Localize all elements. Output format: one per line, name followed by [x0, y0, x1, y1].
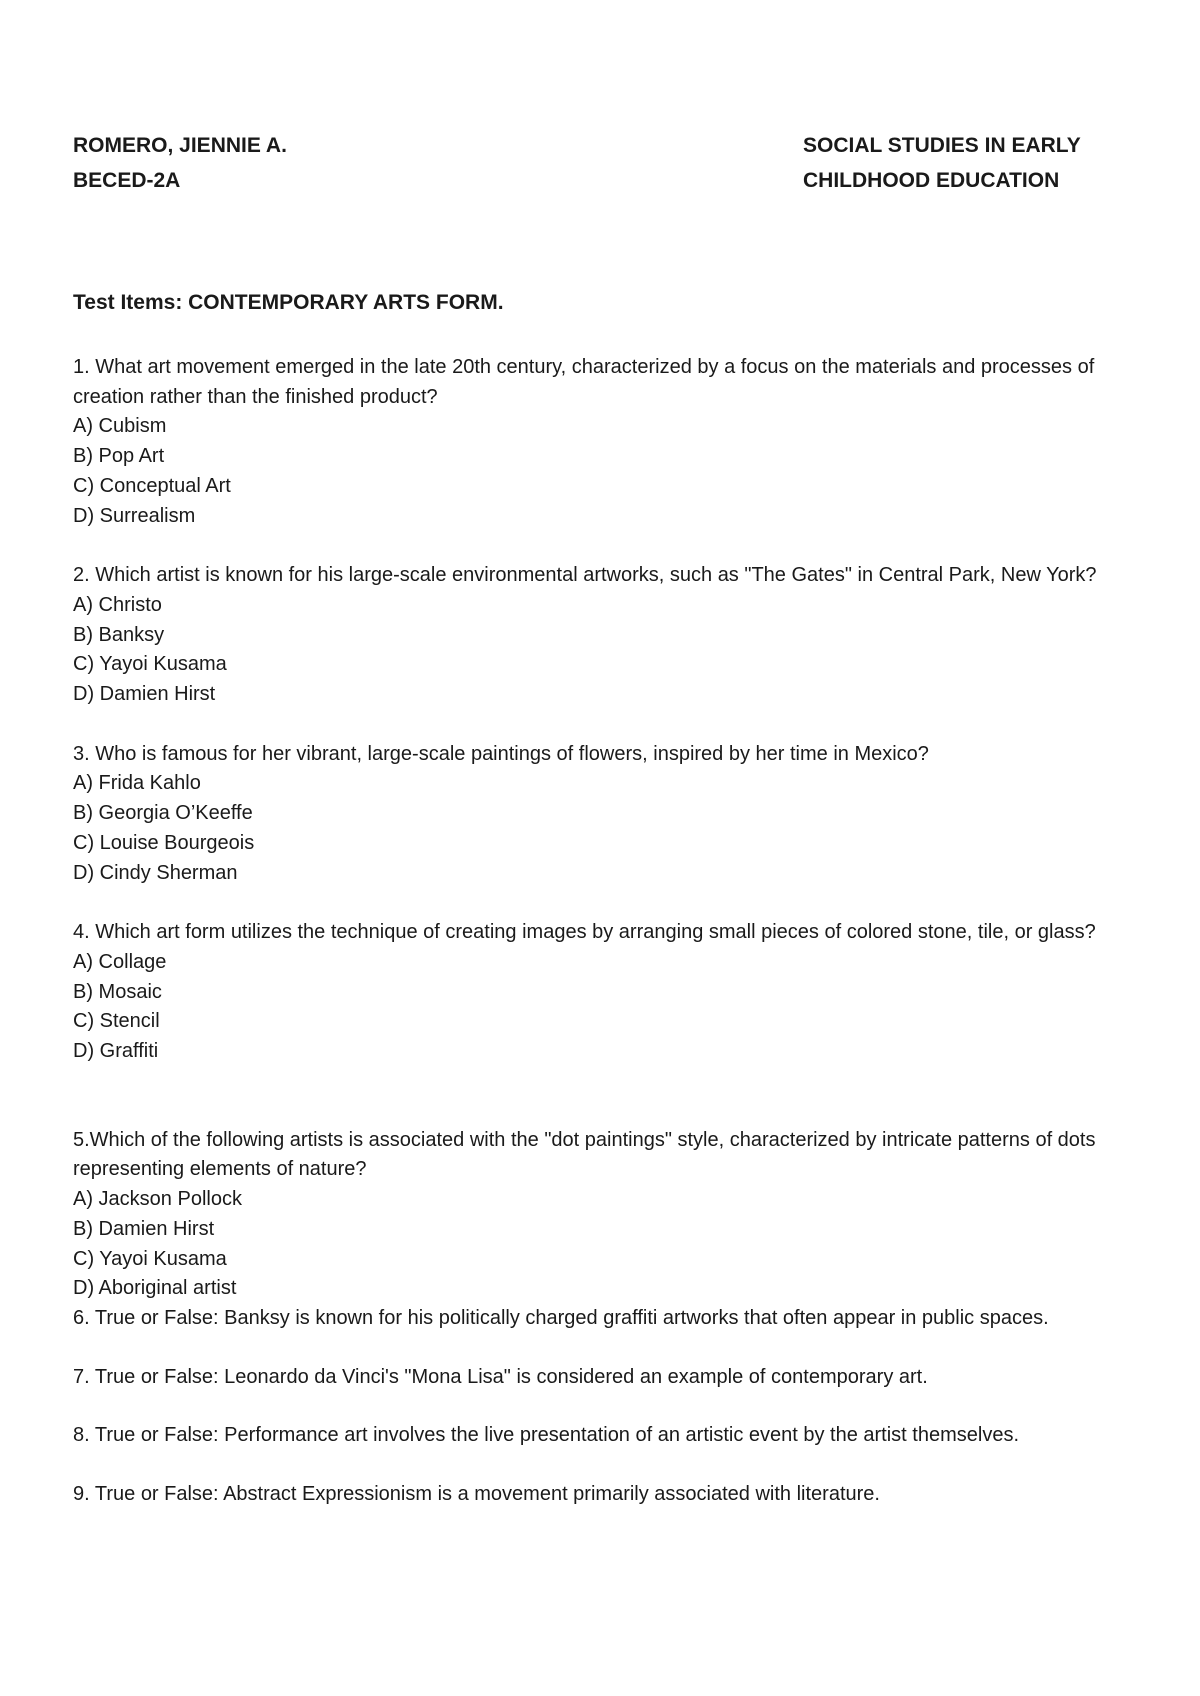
option-b: B) Damien Hirst: [73, 1217, 215, 1240]
option-c: C) Conceptual Art: [73, 474, 231, 497]
option-a: A) Christo: [73, 593, 162, 616]
student-name: ROMERO, JIENNIE A.: [73, 134, 287, 157]
test-title: Test Items: CONTEMPORARY ARTS FORM.: [73, 291, 504, 314]
student-section: BECED-2A: [73, 169, 181, 192]
spacer: [73, 710, 1133, 740]
option-d: D) Damien Hirst: [73, 683, 216, 706]
test-body: [73, 353, 1133, 1510]
option-d: D) Surrealism: [73, 504, 196, 527]
course-title-line-2: CHILDHOOD EDUCATION: [803, 169, 1060, 192]
option-d: D) Graffiti: [73, 1040, 159, 1063]
option-c: C) Louise Bourgeois: [73, 831, 255, 854]
option-a: A) Frida Kahlo: [73, 772, 201, 795]
option-c: C) Stencil: [73, 1010, 160, 1033]
option-a: A) Cubism: [73, 415, 167, 438]
student-info: [73, 128, 287, 198]
spacer: [73, 1334, 1133, 1363]
spacer: [73, 888, 1133, 918]
spacer: [73, 531, 1133, 561]
option-b: B) Georgia O’Keeffe: [73, 802, 253, 825]
question-text: 4. Which art form utilizes the technique of creating images by arranging small pieces of colored stone, tile, or glass?: [73, 921, 1096, 944]
spacer: [73, 1067, 1133, 1126]
question-text: 5.Which of the following artists is associated with the "dot paintings" style, characterized by intricate patterns of dots representing elements of nature?: [73, 1128, 1096, 1181]
option-d: D) Aboriginal artist: [73, 1277, 237, 1300]
question-text: 1. What art movement emerged in the late 20th century, characterized by a focus on the materials and processes of creation rather than the finished product?: [73, 356, 1095, 408]
spacer: [73, 1392, 1133, 1421]
question-text: 3. Who is famous for her vibrant, large-scale paintings of flowers, inspired by her time in Mexico?: [73, 742, 929, 765]
spacer: [73, 1451, 1133, 1480]
true-false-7: 7. True or False: Leonardo da Vinci's "Mona Lisa" is considered an example of contemporary art.: [73, 1365, 928, 1388]
true-false-9: 9. True or False: Abstract Expressionism is a movement primarily associated with literature.: [73, 1483, 880, 1506]
option-a: A) Jackson Pollock: [73, 1188, 242, 1211]
question-5: [73, 1126, 1133, 1304]
question-3: [73, 740, 1133, 889]
option-b: B) Banksy: [73, 623, 165, 646]
true-false-8: 8. True or False: Performance art involves the live presentation of an artistic event by the artist themselves.: [73, 1424, 1019, 1447]
question-4: [73, 918, 1133, 1067]
question-text: 2. Which artist is known for his large-scale environmental artworks, such as "The Gates" in Central Park, New York?: [73, 564, 1097, 587]
option-b: B) Pop Art: [73, 445, 165, 468]
option-c: C) Yayoi Kusama: [73, 1247, 227, 1270]
option-b: B) Mosaic: [73, 980, 162, 1003]
option-c: C) Yayoi Kusama: [73, 653, 227, 676]
question-2: [73, 561, 1133, 710]
true-false-6: 6. True or False: Banksy is known for his politically charged graffiti artworks that often appear in public spaces.: [73, 1306, 1049, 1329]
course-title-line-1: SOCIAL STUDIES IN EARLY: [803, 134, 1081, 157]
option-a: A) Collage: [73, 950, 167, 973]
question-1: [73, 353, 1133, 531]
option-d: D) Cindy Sherman: [73, 861, 238, 884]
course-title: [803, 128, 1081, 198]
